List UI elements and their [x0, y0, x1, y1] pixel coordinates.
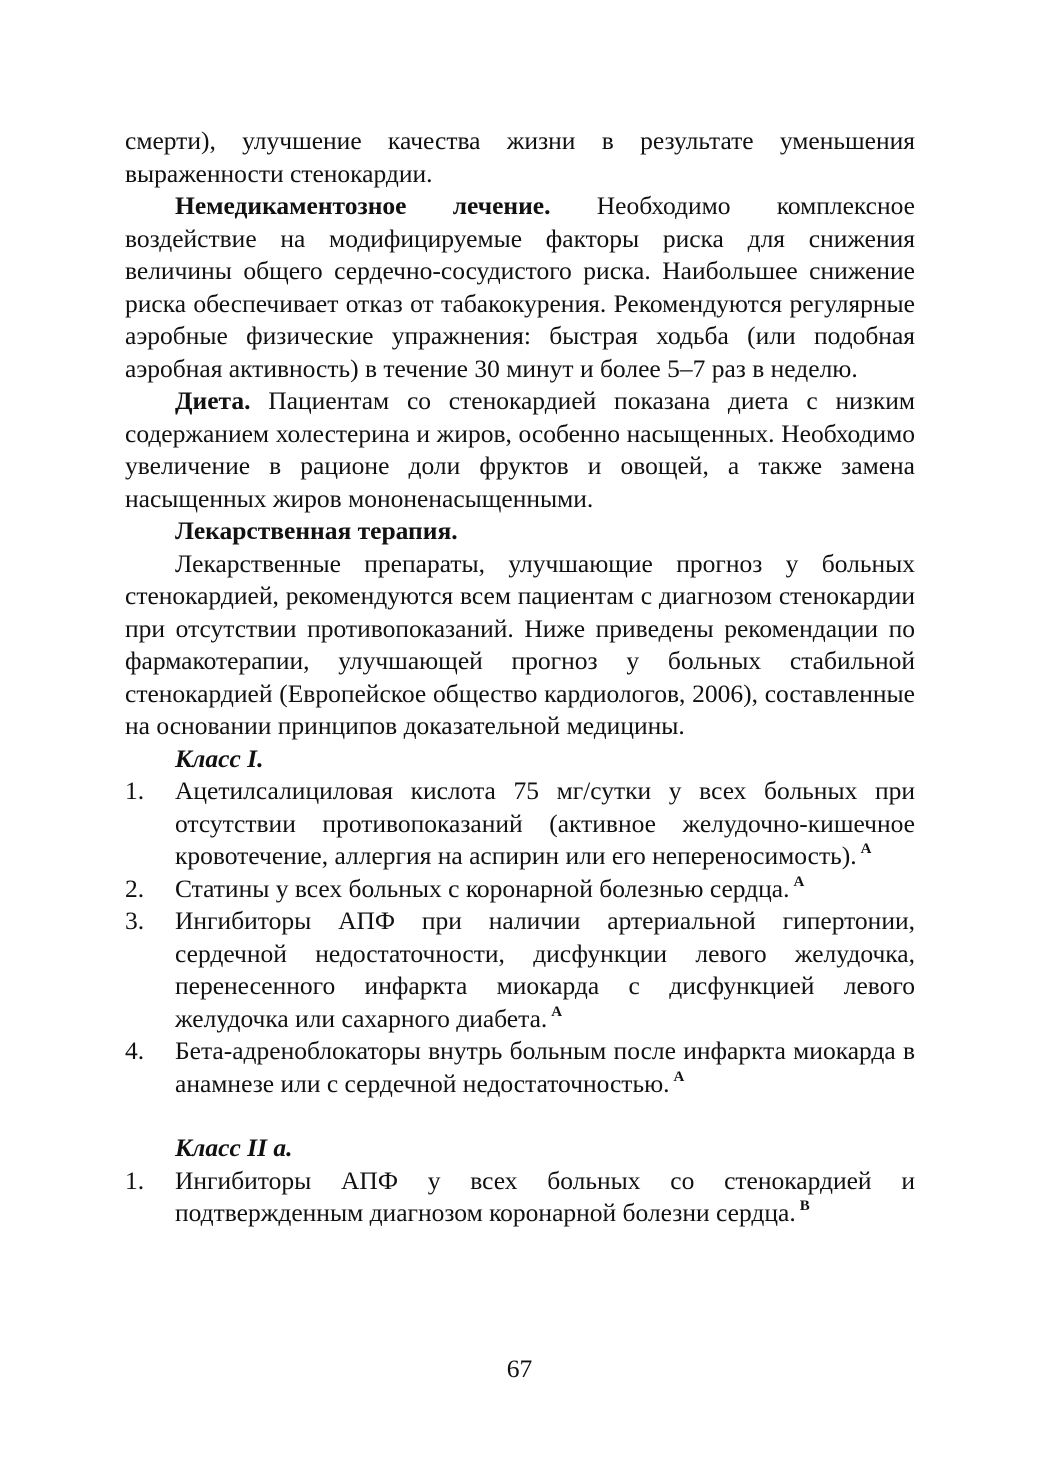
- list-item-text: Ингибиторы АПФ у всех больных со стенокардией и подтвержденным диагнозом коронарной болезни сердца.: [175, 1165, 915, 1227]
- evidence-grade: A: [793, 873, 805, 890]
- paragraph-title: Немедикаментозное лечение.: [175, 191, 551, 220]
- list-item-number: 1.: [125, 776, 145, 805]
- class-2a-list: [125, 1165, 915, 1230]
- list-item-text: Ингибиторы АПФ при наличии артериальной гипертонии, сердечной недостаточности, дисфункции левого желудочка, перенесенного инфаркта миокарда с дисфункцией левого желудочка или сахарного диабета.: [175, 906, 915, 1033]
- list-item-text: Бета-адреноблокаторы внутрь больным после инфаркта миокарда в анамнезе или с сердечной недостаточностью.: [175, 1036, 915, 1098]
- list-item: [125, 905, 915, 1035]
- paragraph-body: Пациентам со стенокардией показана диета с низким содержанием холестерина и жиров, особенно насыщенных. Необходимо увеличение в рационе доли фруктов и овощей, а также замена насыщенных жиров мононенасыщенными.: [125, 386, 915, 513]
- list-item-text: Статины у всех больных с коронарной болезнью сердца.: [175, 873, 790, 903]
- class-2a-heading: Класс II а.: [175, 1133, 293, 1162]
- paragraph-continuation: смерти), улучшение качества жизни в результате уменьшения выраженности стенокардии.: [125, 126, 915, 188]
- list-item: [125, 873, 915, 906]
- paragraph-diet: [125, 385, 915, 515]
- list-item-number: 2.: [125, 873, 145, 903]
- list-item: [125, 1165, 915, 1230]
- evidence-grade: A: [860, 841, 872, 857]
- list-item-number: 4.: [125, 1036, 145, 1065]
- evidence-grade: B: [799, 1198, 810, 1214]
- list-item-text: Ацетилсалициловая кислота 75 мг/сутки у всех больных при отсутствии противопоказаний (активное желудочно-кишечное кровотечение, аллергия на аспирин или его непереносимость).: [175, 776, 915, 870]
- list-item: [125, 775, 915, 873]
- list-item-number: 3.: [125, 906, 145, 935]
- list-item-number: 1.: [125, 1165, 145, 1195]
- evidence-grade: A: [551, 1003, 563, 1020]
- paragraph-drug-therapy: Лекарственные препараты, улучшающие прогноз у больных стенокардией, рекомендуются всем пациентам с диагнозом стенокардии при отсутствии противопоказаний. Ниже приведены рекомендации по фармакотерапии, улучшающей прогноз у больных стабильной стенокардией (Европейское общество кардиологов, 2006), составленные на основании принципов доказательной медицины.: [125, 548, 915, 740]
- section-heading-drug-therapy: Лекарственная терапия.: [175, 516, 458, 545]
- paragraph-body: Необходимо комплексное воздействие на модифицируемые факторы риска для снижения величины общего сердечно-сосудистого риска. Наибольшее снижение риска обеспечивает отказ от табакокурения. Рекомендуются регулярные аэробные физические упражнения: быстрая ходьба (или подобная аэробная активность) в течение 30 минут и более 5–7 раз в неделю.: [125, 191, 916, 383]
- page-number: 67: [506, 1354, 533, 1383]
- list-item: [125, 1035, 915, 1100]
- class-1-heading: Класс I.: [175, 743, 264, 773]
- class-1-list: [125, 775, 915, 1100]
- section-spacer: [125, 1100, 915, 1132]
- page-text: [125, 125, 915, 1230]
- paragraph-non-drug-treatment: [125, 190, 915, 385]
- paragraph-title: Диета.: [175, 386, 251, 415]
- evidence-grade: A: [673, 1068, 685, 1085]
